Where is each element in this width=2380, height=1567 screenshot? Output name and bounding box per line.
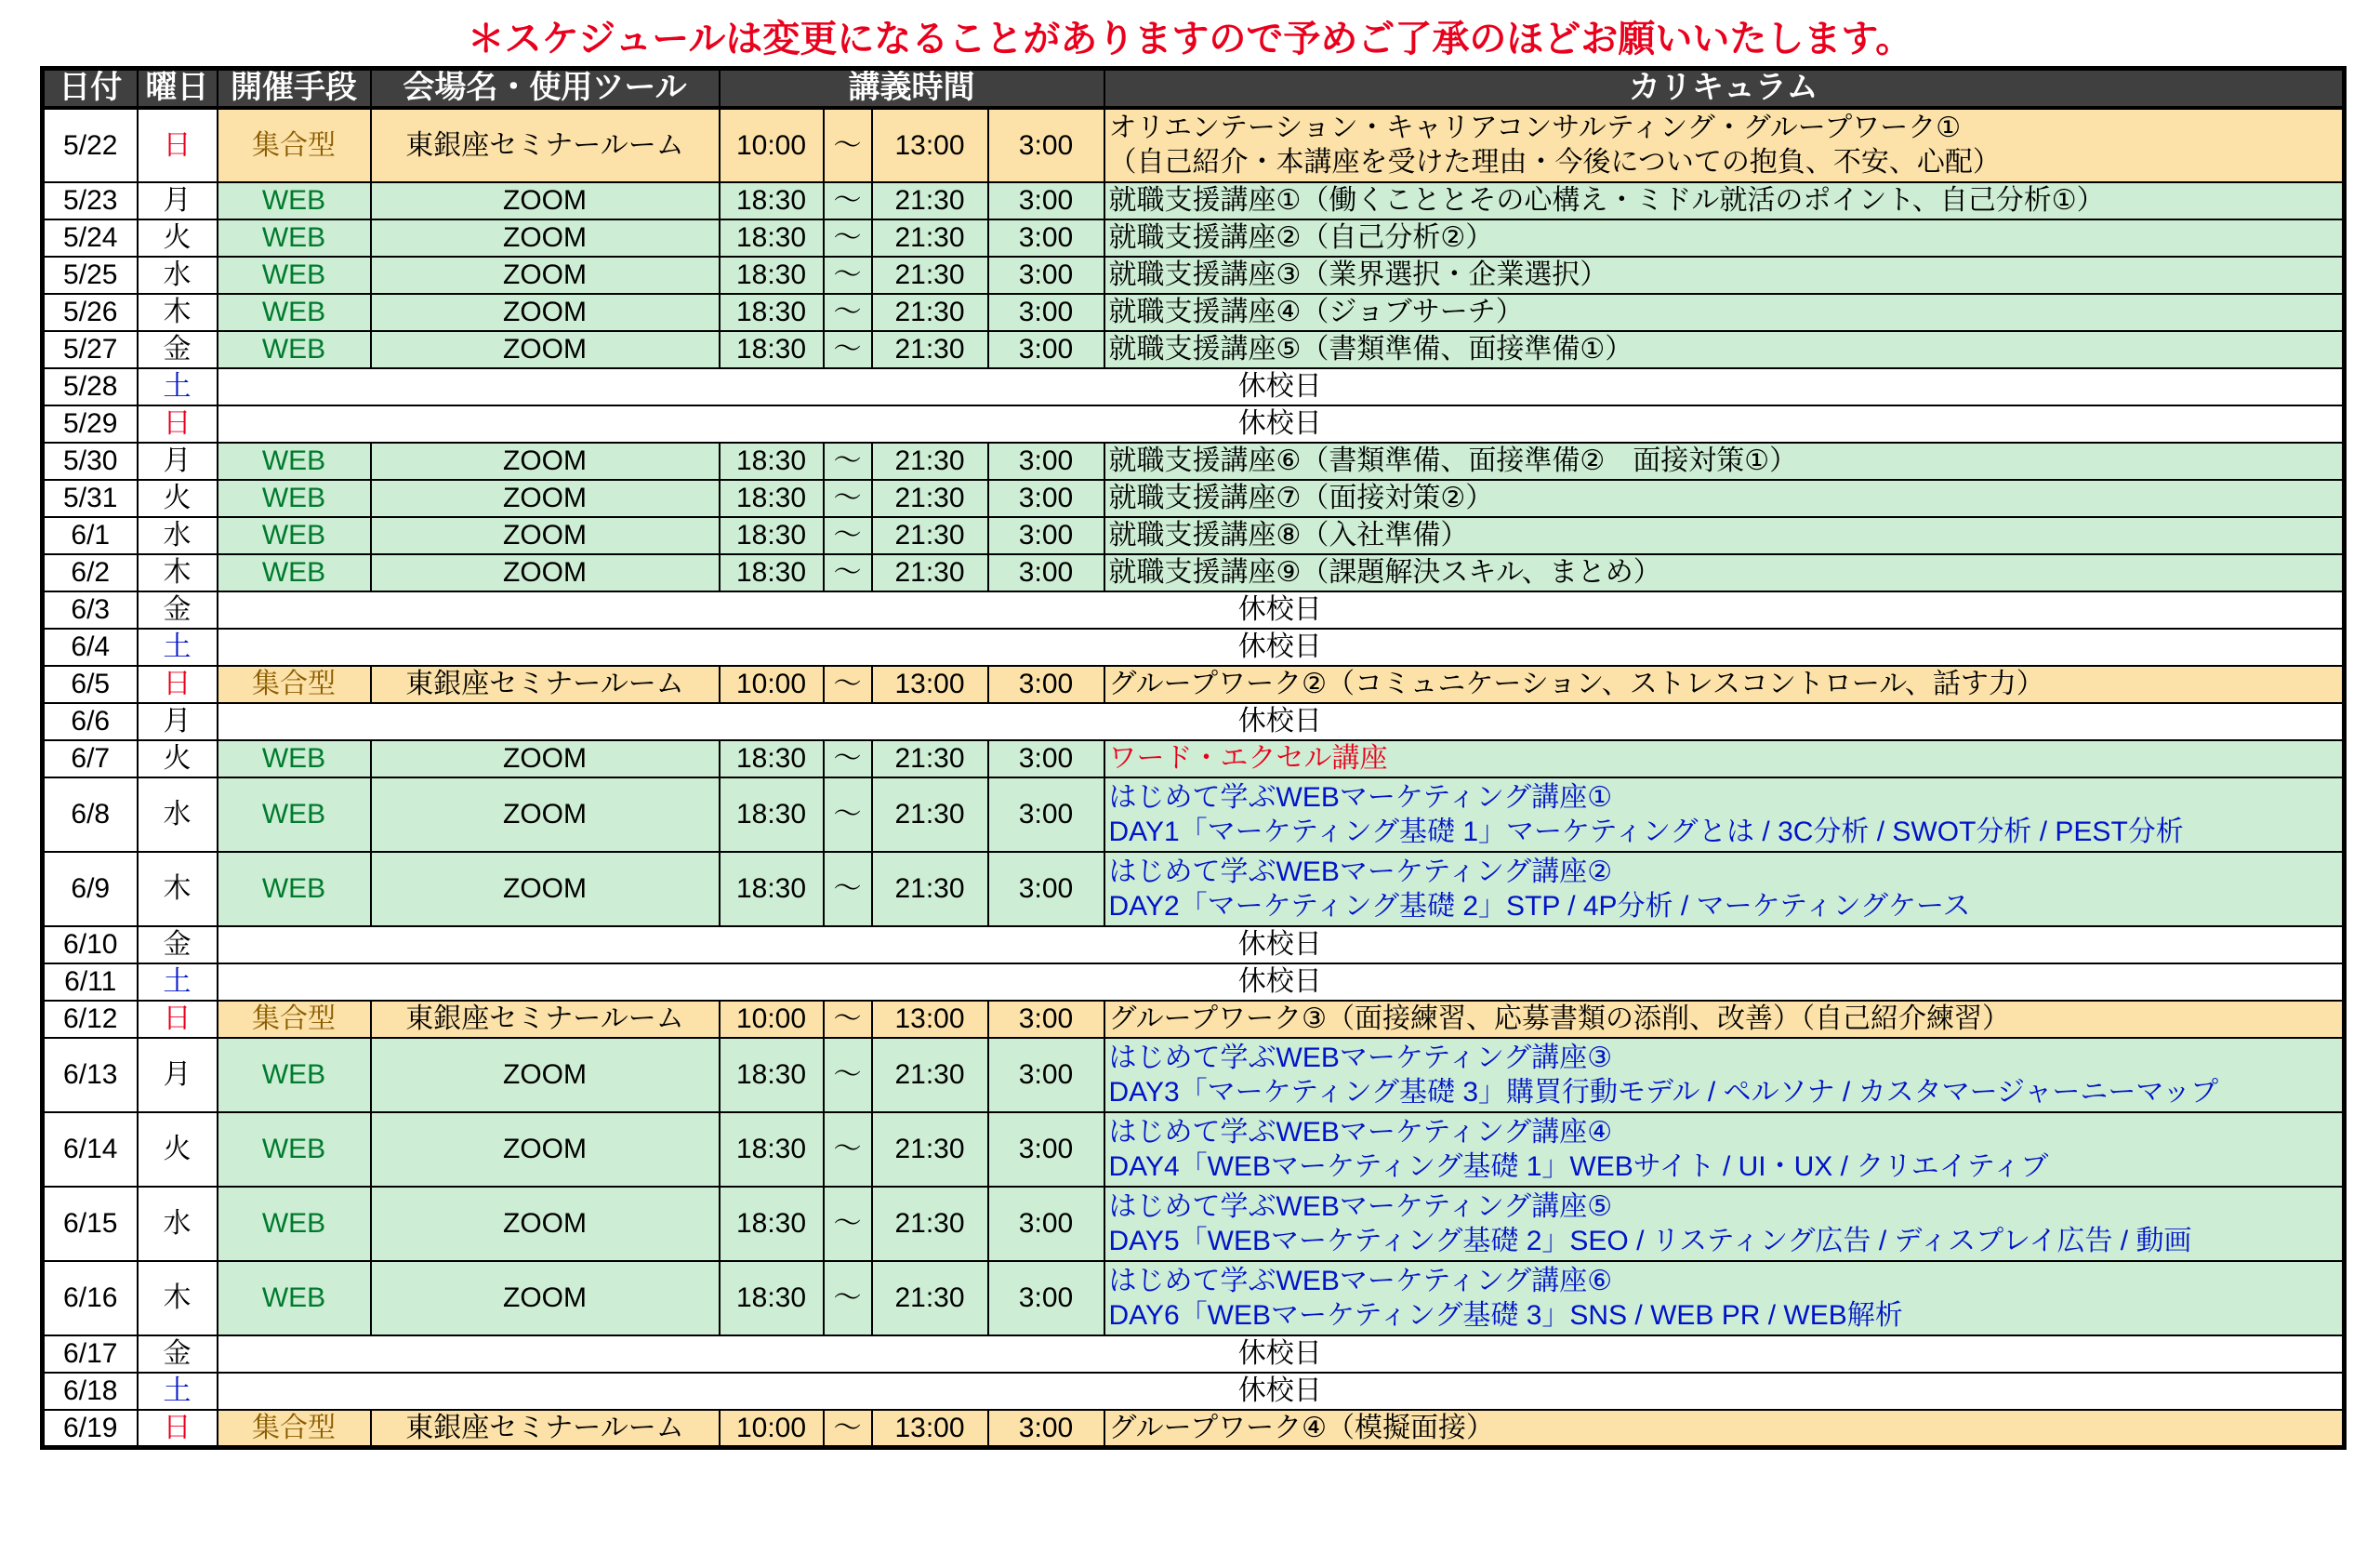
duration-cell: 3:00 xyxy=(988,1112,1104,1187)
duration-cell: 3:00 xyxy=(988,108,1104,182)
end-time-cell: 21:30 xyxy=(872,219,988,257)
curriculum-line: 就職支援講座⑤（書類準備、面接準備①） xyxy=(1108,334,1633,365)
duration-cell: 3:00 xyxy=(988,1038,1104,1112)
weekday-cell: 月 xyxy=(138,703,218,740)
curriculum-line: 就職支援講座⑧（入社準備） xyxy=(1108,520,1469,551)
time-separator-cell: 〜 xyxy=(824,1187,872,1261)
schedule-row xyxy=(43,294,2345,331)
venue-cell: ZOOM xyxy=(371,517,720,554)
date-cell: 6/10 xyxy=(43,926,138,963)
end-time-cell: 13:00 xyxy=(872,1410,988,1448)
weekday-cell: 土 xyxy=(138,1373,218,1410)
weekday-cell: 木 xyxy=(138,554,218,591)
header-curriculum: カリキュラム xyxy=(1104,69,2345,108)
time-separator-cell: 〜 xyxy=(824,1410,872,1448)
curriculum-cell xyxy=(1104,740,2345,777)
venue-cell: ZOOM xyxy=(371,257,720,294)
date-cell: 6/18 xyxy=(43,1373,138,1410)
duration-cell: 3:00 xyxy=(988,777,1104,852)
time-separator-cell: 〜 xyxy=(824,331,872,368)
weekday-cell: 火 xyxy=(138,1112,218,1187)
curriculum-line: DAY3「マーケティング基礎 3」購買行動モデル / ペルソナ / カスタマージャーニーマップ xyxy=(1108,1076,2219,1108)
weekday-cell: 月 xyxy=(138,443,218,480)
curriculum-line: 就職支援講座③（業界選択・企業選択） xyxy=(1108,259,1608,290)
date-cell: 6/4 xyxy=(43,629,138,666)
curriculum-cell xyxy=(1104,852,2345,926)
method-cell: WEB xyxy=(218,554,371,591)
date-cell: 5/23 xyxy=(43,182,138,219)
venue-cell: ZOOM xyxy=(371,294,720,331)
schedule-row xyxy=(43,108,2345,182)
weekday-cell: 日 xyxy=(138,1001,218,1038)
schedule-row xyxy=(43,182,2345,219)
end-time-cell: 21:30 xyxy=(872,777,988,852)
date-cell: 6/19 xyxy=(43,1410,138,1448)
venue-cell: ZOOM xyxy=(371,852,720,926)
schedule-row xyxy=(43,1335,2345,1373)
curriculum-cell xyxy=(1104,1038,2345,1112)
weekday-cell: 土 xyxy=(138,629,218,666)
start-time-cell: 18:30 xyxy=(720,257,824,294)
curriculum-line: はじめて学ぶWEBマーケティング講座① xyxy=(1108,781,1613,813)
method-cell: WEB xyxy=(218,331,371,368)
duration-cell: 3:00 xyxy=(988,480,1104,517)
weekday-cell: 日 xyxy=(138,108,218,182)
weekday-cell: 木 xyxy=(138,294,218,331)
schedule-row xyxy=(43,1410,2345,1448)
holiday-cell: 休校日 xyxy=(218,368,2345,405)
schedule-row xyxy=(43,1001,2345,1038)
weekday-cell: 土 xyxy=(138,368,218,405)
curriculum-cell xyxy=(1104,219,2345,257)
date-cell: 6/1 xyxy=(43,517,138,554)
date-cell: 6/3 xyxy=(43,591,138,629)
time-separator-cell: 〜 xyxy=(824,517,872,554)
venue-cell: 東銀座セミナールーム xyxy=(371,108,720,182)
curriculum-cell xyxy=(1104,1261,2345,1335)
schedule-table xyxy=(40,66,2347,1450)
venue-cell: ZOOM xyxy=(371,740,720,777)
method-cell: WEB xyxy=(218,1261,371,1335)
date-cell: 5/22 xyxy=(43,108,138,182)
duration-cell: 3:00 xyxy=(988,666,1104,703)
venue-cell: ZOOM xyxy=(371,480,720,517)
method-cell: WEB xyxy=(218,182,371,219)
start-time-cell: 18:30 xyxy=(720,443,824,480)
weekday-cell: 日 xyxy=(138,666,218,703)
weekday-cell: 金 xyxy=(138,331,218,368)
method-cell: WEB xyxy=(218,740,371,777)
time-separator-cell: 〜 xyxy=(824,257,872,294)
schedule-row xyxy=(43,703,2345,740)
end-time-cell: 21:30 xyxy=(872,1038,988,1112)
holiday-cell: 休校日 xyxy=(218,405,2345,443)
holiday-cell: 休校日 xyxy=(218,963,2345,1001)
curriculum-line: はじめて学ぶWEBマーケティング講座⑤ xyxy=(1108,1190,1613,1222)
end-time-cell: 21:30 xyxy=(872,740,988,777)
end-time-cell: 21:30 xyxy=(872,182,988,219)
start-time-cell: 18:30 xyxy=(720,1187,824,1261)
duration-cell: 3:00 xyxy=(988,182,1104,219)
time-separator-cell: 〜 xyxy=(824,666,872,703)
weekday-cell: 水 xyxy=(138,257,218,294)
date-cell: 6/6 xyxy=(43,703,138,740)
duration-cell: 3:00 xyxy=(988,294,1104,331)
start-time-cell: 18:30 xyxy=(720,852,824,926)
method-cell: WEB xyxy=(218,257,371,294)
venue-cell: ZOOM xyxy=(371,1261,720,1335)
schedule-row xyxy=(43,740,2345,777)
end-time-cell: 21:30 xyxy=(872,331,988,368)
curriculum-line: オリエンテーション・キャリアコンサルティング・グループワーク① xyxy=(1108,113,1962,143)
start-time-cell: 18:30 xyxy=(720,740,824,777)
venue-cell: 東銀座セミナールーム xyxy=(371,666,720,703)
date-cell: 6/9 xyxy=(43,852,138,926)
curriculum-line: グループワーク②（コミュニケーション、ストレスコントロール、話す力） xyxy=(1108,669,2044,699)
curriculum-cell xyxy=(1104,554,2345,591)
schedule-row xyxy=(43,480,2345,517)
date-cell: 6/17 xyxy=(43,1335,138,1373)
time-separator-cell: 〜 xyxy=(824,294,872,331)
holiday-cell: 休校日 xyxy=(218,1373,2345,1410)
schedule-row xyxy=(43,1373,2345,1410)
start-time-cell: 10:00 xyxy=(720,666,824,703)
curriculum-line: はじめて学ぶWEBマーケティング講座④ xyxy=(1108,1116,1613,1148)
duration-cell: 3:00 xyxy=(988,1001,1104,1038)
end-time-cell: 21:30 xyxy=(872,257,988,294)
start-time-cell: 10:00 xyxy=(720,108,824,182)
duration-cell: 3:00 xyxy=(988,554,1104,591)
duration-cell: 3:00 xyxy=(988,740,1104,777)
duration-cell: 3:00 xyxy=(988,331,1104,368)
method-cell: WEB xyxy=(218,294,371,331)
time-separator-cell: 〜 xyxy=(824,443,872,480)
curriculum-line: ワード・エクセル講座 xyxy=(1108,743,1388,774)
curriculum-line: DAY4「WEBマーケティング基礎 1」WEBサイト / UI・UX / クリエイティブ xyxy=(1108,1150,2049,1182)
time-separator-cell: 〜 xyxy=(824,1112,872,1187)
start-time-cell: 18:30 xyxy=(720,1112,824,1187)
time-separator-cell: 〜 xyxy=(824,554,872,591)
method-cell: WEB xyxy=(218,777,371,852)
schedule-row xyxy=(43,852,2345,926)
holiday-cell: 休校日 xyxy=(218,703,2345,740)
method-cell: 集合型 xyxy=(218,108,371,182)
date-cell: 6/2 xyxy=(43,554,138,591)
holiday-cell: 休校日 xyxy=(218,629,2345,666)
start-time-cell: 18:30 xyxy=(720,219,824,257)
date-cell: 5/28 xyxy=(43,368,138,405)
weekday-cell: 土 xyxy=(138,963,218,1001)
end-time-cell: 21:30 xyxy=(872,443,988,480)
end-time-cell: 13:00 xyxy=(872,666,988,703)
date-cell: 5/27 xyxy=(43,331,138,368)
weekday-cell: 月 xyxy=(138,182,218,219)
curriculum-cell xyxy=(1104,777,2345,852)
venue-cell: ZOOM xyxy=(371,443,720,480)
date-cell: 5/24 xyxy=(43,219,138,257)
schedule-row xyxy=(43,629,2345,666)
start-time-cell: 10:00 xyxy=(720,1410,824,1448)
time-separator-cell: 〜 xyxy=(824,480,872,517)
curriculum-line: グループワーク③（面接練習、応募書類の添削、改善）（自己紹介練習） xyxy=(1108,1003,2010,1034)
curriculum-cell xyxy=(1104,480,2345,517)
time-separator-cell: 〜 xyxy=(824,1038,872,1112)
method-cell: WEB xyxy=(218,1112,371,1187)
end-time-cell: 21:30 xyxy=(872,294,988,331)
curriculum-line: 就職支援講座⑦（面接対策②） xyxy=(1108,483,1494,513)
schedule-row xyxy=(43,963,2345,1001)
date-cell: 6/12 xyxy=(43,1001,138,1038)
weekday-cell: 日 xyxy=(138,1410,218,1448)
curriculum-line: （自己紹介・本講座を受けた理由・今後についての抱負、不安、心配） xyxy=(1108,147,2001,178)
holiday-cell: 休校日 xyxy=(218,926,2345,963)
curriculum-line: はじめて学ぶWEBマーケティング講座⑥ xyxy=(1108,1265,1613,1296)
curriculum-cell xyxy=(1104,294,2345,331)
schedule-row xyxy=(43,517,2345,554)
time-separator-cell: 〜 xyxy=(824,1001,872,1038)
end-time-cell: 21:30 xyxy=(872,1261,988,1335)
end-time-cell: 13:00 xyxy=(872,108,988,182)
duration-cell: 3:00 xyxy=(988,1261,1104,1335)
schedule-row xyxy=(43,219,2345,257)
start-time-cell: 18:30 xyxy=(720,182,824,219)
venue-cell: 東銀座セミナールーム xyxy=(371,1001,720,1038)
duration-cell: 3:00 xyxy=(988,1187,1104,1261)
weekday-cell: 火 xyxy=(138,740,218,777)
method-cell: WEB xyxy=(218,1187,371,1261)
weekday-cell: 木 xyxy=(138,1261,218,1335)
venue-cell: ZOOM xyxy=(371,1112,720,1187)
curriculum-line: DAY6「WEBマーケティング基礎 3」SNS / WEB PR / WEB解析 xyxy=(1108,1299,1903,1331)
venue-cell: ZOOM xyxy=(371,777,720,852)
weekday-cell: 水 xyxy=(138,777,218,852)
schedule-row xyxy=(43,405,2345,443)
method-cell: WEB xyxy=(218,517,371,554)
schedule-body xyxy=(43,108,2345,1448)
start-time-cell: 18:30 xyxy=(720,1261,824,1335)
time-separator-cell: 〜 xyxy=(824,219,872,257)
method-cell: 集合型 xyxy=(218,1410,371,1448)
start-time-cell: 18:30 xyxy=(720,517,824,554)
end-time-cell: 21:30 xyxy=(872,1112,988,1187)
venue-cell: ZOOM xyxy=(371,331,720,368)
curriculum-line: 就職支援講座①（働くこととその心構え・ミドル就活のポイント、自己分析①） xyxy=(1108,185,2105,216)
curriculum-cell xyxy=(1104,182,2345,219)
curriculum-cell xyxy=(1104,1001,2345,1038)
date-cell: 6/5 xyxy=(43,666,138,703)
time-separator-cell: 〜 xyxy=(824,1261,872,1335)
time-separator-cell: 〜 xyxy=(824,740,872,777)
end-time-cell: 21:30 xyxy=(872,480,988,517)
curriculum-line: DAY5「WEBマーケティング基礎 2」SEO / リスティング広告 / ディスプレイ広告 / 動画 xyxy=(1108,1225,2192,1256)
schedule-row xyxy=(43,368,2345,405)
date-cell: 6/13 xyxy=(43,1038,138,1112)
holiday-cell: 休校日 xyxy=(218,1335,2345,1373)
date-cell: 5/31 xyxy=(43,480,138,517)
curriculum-line: グループワーク④（模擬面接） xyxy=(1108,1412,1494,1443)
date-cell: 5/26 xyxy=(43,294,138,331)
header-venue: 会場名・使用ツール xyxy=(371,69,720,108)
date-cell: 6/15 xyxy=(43,1187,138,1261)
curriculum-line: DAY1「マーケティング基礎 1」マーケティングとは / 3C分析 / SWOT分析 / PEST分析 xyxy=(1108,816,2184,847)
duration-cell: 3:00 xyxy=(988,443,1104,480)
weekday-cell: 木 xyxy=(138,852,218,926)
end-time-cell: 13:00 xyxy=(872,1001,988,1038)
time-separator-cell: 〜 xyxy=(824,852,872,926)
venue-cell: ZOOM xyxy=(371,219,720,257)
weekday-cell: 金 xyxy=(138,926,218,963)
schedule-row xyxy=(43,1261,2345,1335)
time-separator-cell: 〜 xyxy=(824,108,872,182)
weekday-cell: 金 xyxy=(138,591,218,629)
header-time: 講義時間 xyxy=(720,69,1104,108)
method-cell: 集合型 xyxy=(218,666,371,703)
weekday-cell: 日 xyxy=(138,405,218,443)
start-time-cell: 18:30 xyxy=(720,480,824,517)
method-cell: WEB xyxy=(218,443,371,480)
weekday-cell: 火 xyxy=(138,480,218,517)
weekday-cell: 水 xyxy=(138,517,218,554)
start-time-cell: 18:30 xyxy=(720,331,824,368)
venue-cell: 東銀座セミナールーム xyxy=(371,1410,720,1448)
schedule-row xyxy=(43,443,2345,480)
method-cell: WEB xyxy=(218,219,371,257)
date-cell: 5/25 xyxy=(43,257,138,294)
venue-cell: ZOOM xyxy=(371,1187,720,1261)
date-cell: 6/14 xyxy=(43,1112,138,1187)
duration-cell: 3:00 xyxy=(988,257,1104,294)
end-time-cell: 21:30 xyxy=(872,554,988,591)
schedule-row xyxy=(43,257,2345,294)
curriculum-line: DAY2「マーケティング基礎 2」STP / 4P分析 / マーケティングケース xyxy=(1108,890,1971,922)
method-cell: 集合型 xyxy=(218,1001,371,1038)
curriculum-cell xyxy=(1104,1187,2345,1261)
schedule-change-notice: ＊スケジュールは変更になることがありますので予めご了承のほどお願いいたします。 xyxy=(467,19,1913,60)
start-time-cell: 18:30 xyxy=(720,1038,824,1112)
date-cell: 5/29 xyxy=(43,405,138,443)
duration-cell: 3:00 xyxy=(988,852,1104,926)
time-separator-cell: 〜 xyxy=(824,777,872,852)
date-cell: 6/7 xyxy=(43,740,138,777)
time-separator-cell: 〜 xyxy=(824,182,872,219)
curriculum-cell xyxy=(1104,331,2345,368)
duration-cell: 3:00 xyxy=(988,219,1104,257)
duration-cell: 3:00 xyxy=(988,1410,1104,1448)
start-time-cell: 18:30 xyxy=(720,554,824,591)
curriculum-line: 就職支援講座④（ジョブサーチ） xyxy=(1108,297,1524,327)
schedule-row xyxy=(43,666,2345,703)
end-time-cell: 21:30 xyxy=(872,852,988,926)
schedule-row xyxy=(43,1038,2345,1112)
start-time-cell: 18:30 xyxy=(720,777,824,852)
header-day: 曜日 xyxy=(138,69,218,108)
curriculum-cell xyxy=(1104,1410,2345,1448)
schedule-row xyxy=(43,926,2345,963)
curriculum-cell xyxy=(1104,517,2345,554)
end-time-cell: 21:30 xyxy=(872,1187,988,1261)
method-cell: WEB xyxy=(218,480,371,517)
venue-cell: ZOOM xyxy=(371,1038,720,1112)
date-cell: 6/16 xyxy=(43,1261,138,1335)
venue-cell: ZOOM xyxy=(371,554,720,591)
schedule-row xyxy=(43,331,2345,368)
curriculum-cell xyxy=(1104,108,2345,182)
weekday-cell: 水 xyxy=(138,1187,218,1261)
end-time-cell: 21:30 xyxy=(872,517,988,554)
curriculum-line: はじめて学ぶWEBマーケティング講座② xyxy=(1108,856,1613,887)
curriculum-cell xyxy=(1104,257,2345,294)
holiday-cell: 休校日 xyxy=(218,591,2345,629)
curriculum-line: 就職支援講座②（自己分析②） xyxy=(1108,222,1494,253)
weekday-cell: 月 xyxy=(138,1038,218,1112)
curriculum-line: はじめて学ぶWEBマーケティング講座③ xyxy=(1108,1042,1613,1073)
venue-cell: ZOOM xyxy=(371,182,720,219)
header-date: 日付 xyxy=(43,69,138,108)
header-row xyxy=(43,69,2345,108)
date-cell: 5/30 xyxy=(43,443,138,480)
start-time-cell: 10:00 xyxy=(720,1001,824,1038)
date-cell: 6/11 xyxy=(43,963,138,1001)
method-cell: WEB xyxy=(218,852,371,926)
schedule-row xyxy=(43,777,2345,852)
curriculum-cell xyxy=(1104,666,2345,703)
curriculum-line: 就職支援講座⑥（書類準備、面接準備② 面接対策①） xyxy=(1108,445,1798,476)
weekday-cell: 金 xyxy=(138,1335,218,1373)
schedule-row xyxy=(43,1112,2345,1187)
method-cell: WEB xyxy=(218,1038,371,1112)
header-method: 開催手段 xyxy=(218,69,371,108)
curriculum-cell xyxy=(1104,443,2345,480)
duration-cell: 3:00 xyxy=(988,517,1104,554)
schedule-row xyxy=(43,591,2345,629)
curriculum-line: 就職支援講座⑨（課題解決スキル、まとめ） xyxy=(1108,557,1661,588)
schedule-row xyxy=(43,1187,2345,1261)
schedule-row xyxy=(43,554,2345,591)
start-time-cell: 18:30 xyxy=(720,294,824,331)
weekday-cell: 火 xyxy=(138,219,218,257)
curriculum-cell xyxy=(1104,1112,2345,1187)
date-cell: 6/8 xyxy=(43,777,138,852)
